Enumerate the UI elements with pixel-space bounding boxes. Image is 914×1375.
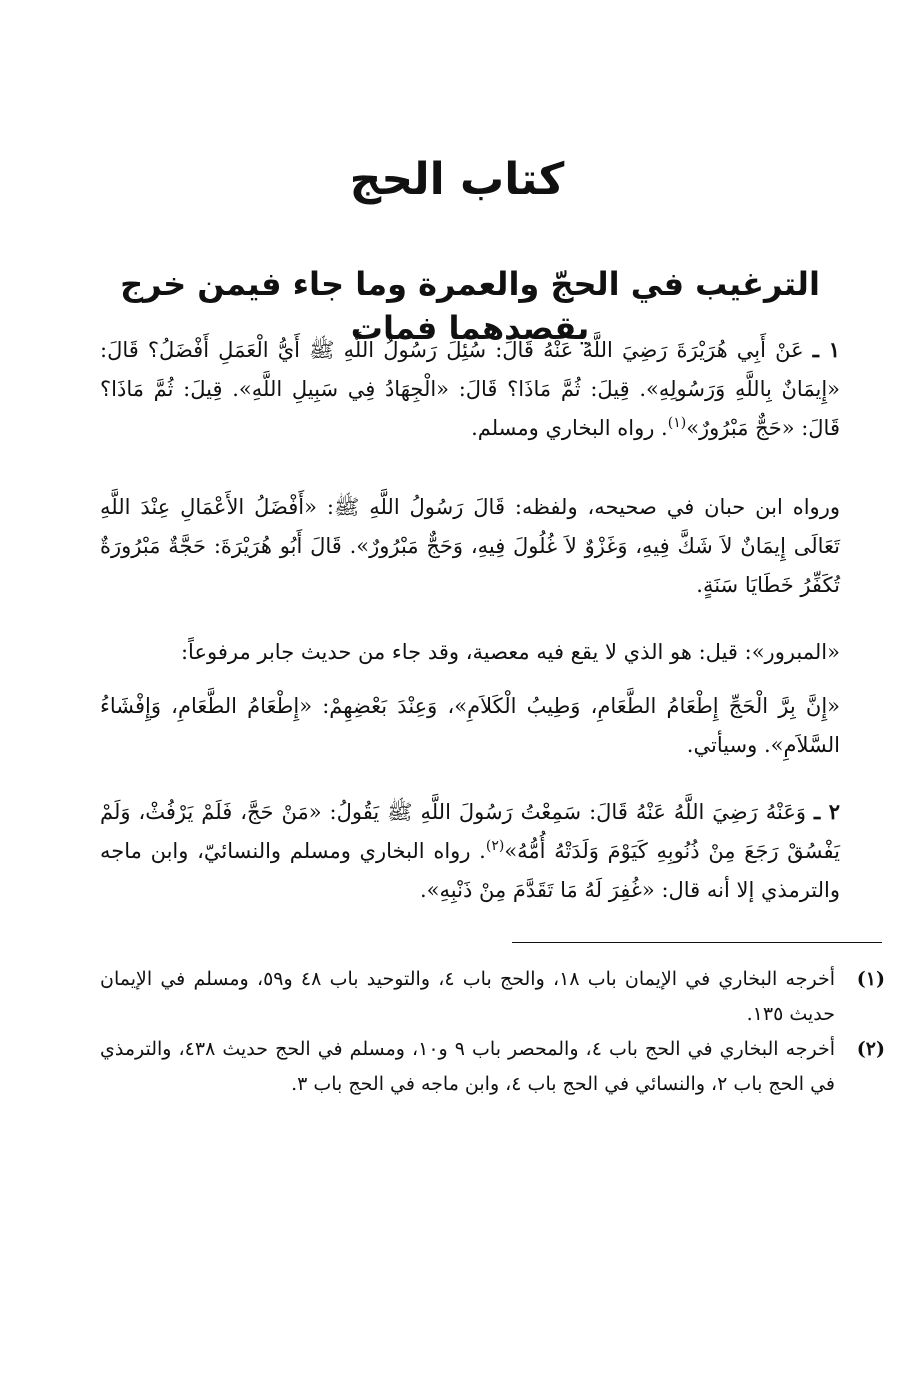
- hadith-1-number: ١ ـ: [812, 337, 840, 362]
- chapter-title: الترغيب في الحجّ والعمرة وما جاء فيمن خرج يقصدهما فمات: [120, 265, 820, 347]
- footnote-ref-1[interactable]: (١): [667, 415, 687, 431]
- paragraph-birr-hadith: «إِنَّ بِرَّ الْحَجِّ إِطْعَامُ الطَّعَامِ، وَطِيبُ الْكَلاَمِ»، وَعِنْدَ بَعْضِهِمْ: «إِطْعَامُ الطَّعَامِ، وَإِفْشَاءُ السَّلاَمِ». وسيأتي.: [100, 694, 840, 757]
- footnote-ref-2[interactable]: (٢): [485, 838, 505, 854]
- hadith-2: [100, 792, 840, 910]
- paragraph-mabrur-definition: «المبرور»: قيل: هو الذي لا يقع فيه معصية، وقد جاء من حديث جابر مرفوعاً:: [180, 640, 840, 664]
- hadith-2-source: . رواه البخاري ومسلم والنسائيّ، وابن ماجه والترمذي إلا أنه قال: «غُفِرَ لَهُ مَا تَقَدَّمَ مِنْ ذَنْبِهِ».: [100, 839, 840, 902]
- footnote-2-text: أخرجه البخاري في الحج باب ٤، والمحصر باب ٩ و١٠، ومسلم في الحج حديث ٤٣٨، والترمذي في الحج باب ٢، والنسائي في الحج باب ٤، وابن ماجه في الحج باب ٣.: [100, 1038, 836, 1095]
- footnote-2-number: (٢): [856, 1038, 885, 1060]
- footnote-2: [100, 1032, 885, 1102]
- hadith-2-number: ٢ ـ: [813, 799, 841, 824]
- book-title: كتاب الحج: [349, 154, 565, 205]
- hadith-1-text: عَنْ أَبِي هُرَيْرَةَ رَضِيَ اللَّهُ عَنْهُ قَالَ: سُئِلَ رَسُولُ اللَّهِ ﷺ أَيُّ الْعَمَلِ أَفْضَلُ؟ قَالَ: «إِيمَانٌ بِاللَّهِ وَرَسُولِهِ». قِيلَ: ثُمَّ مَاذَا؟ قَالَ: «الْجِهَادُ فِي سَبِيلِ اللَّهِ». قِيلَ: ثُمَّ مَاذَا؟ قَالَ: «حَجٌّ مَبْرُورٌ»: [100, 338, 840, 440]
- hadith-1: [100, 330, 840, 448]
- hadith-2-text: وَعَنْهُ رَضِيَ اللَّهُ عَنْهُ قَالَ: سَمِعْتُ رَسُولَ اللَّهِ ﷺ يَقُولُ: «مَنْ حَجَّ، فَلَمْ يَرْفُثْ، وَلَمْ يَفْسُقْ رَجَعَ مِنْ ذُنُوبِهِ كَيَوْمَ وَلَدَتْهُ أُمُّهُ»: [100, 800, 840, 863]
- footnote-1-text: أخرجه البخاري في الإيمان باب ١٨، والحج باب ٤، والتوحيد باب ٤٨ و٥٩، ومسلم في الإيمان حديث ١٣٥.: [100, 968, 835, 1025]
- paragraph-ibn-hibban: ورواه ابن حبان في صحيحه، ولفظه: قَالَ رَسُولُ اللَّهِ ﷺ: «أَفْضَلُ الأَعْمَالِ عِنْدَ اللَّهِ تَعَالَى إِيمَانٌ لاَ شَكَّ فِيهِ، وَغَزْوٌ لاَ غُلُولَ فِيهِ، وَحَجٌّ مَبْرُورٌ». قَالَ أَبُو هُرَيْرَةَ: حَجَّةٌ مَبْرُورَةٌ تُكَفِّرُ خَطَايَا سَنَةٍ.: [100, 495, 840, 597]
- footnote-separator: [512, 942, 882, 943]
- footnote-1-number: (١): [856, 968, 885, 990]
- footnote-1: [100, 962, 885, 1032]
- hadith-1-source: . رواه البخاري ومسلم.: [471, 416, 668, 440]
